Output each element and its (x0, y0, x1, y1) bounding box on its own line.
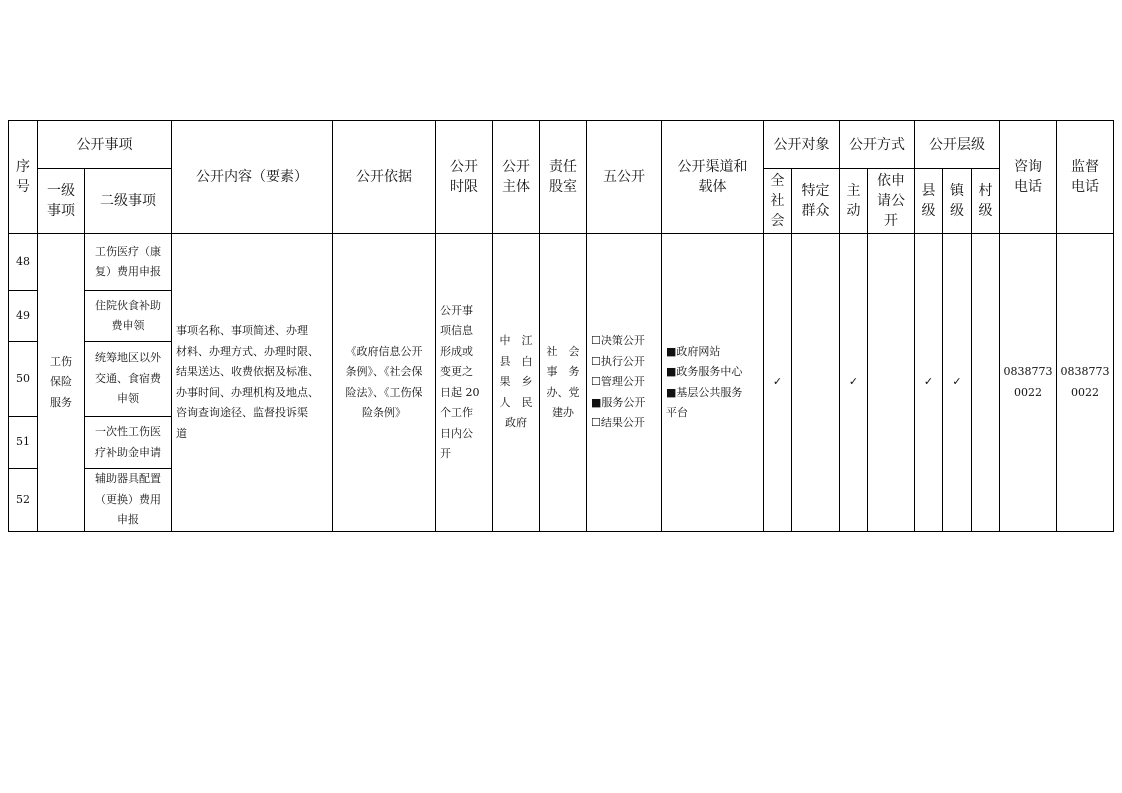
header-layer-town: 镇 级 (943, 169, 972, 234)
disclosure-content: 事项名称、事项简述、办理 材料、办理方式、办理时限、 结果送达、收费依据及标准、 办事时间、办理机构及地点、 咨询查询途径、监督投诉渠 道 (172, 234, 333, 532)
row-number: 52 (9, 469, 38, 532)
header-office: 责任 股室 (540, 121, 587, 234)
time-limit: 公开事 项信息 形成或 变更之 日起 20 个工作 日内公 开 (436, 234, 493, 532)
audience-all-check: ✓ (764, 234, 792, 532)
header-level1: 一级 事项 (38, 169, 85, 234)
header-supervise-phone: 监督 电话 (1057, 121, 1114, 234)
row-number: 51 (9, 417, 38, 469)
disclosure-table (8, 120, 1114, 532)
header-content: 公开内容（要素） (172, 121, 333, 234)
disclosure-channels: ■政府网站 ■政务服务中心 ■基层公共服务 平台 (662, 234, 764, 532)
header-layer-county: 县 级 (915, 169, 943, 234)
header-time-limit: 公开 时限 (436, 121, 493, 234)
supervise-phone: 0838773 0022 (1057, 234, 1114, 532)
disclosure-subject: 中 江 县 白 果 乡 人 民 政府 (493, 234, 540, 532)
header-subject: 公开 主体 (493, 121, 540, 234)
layer-village-check (972, 234, 1000, 532)
header-audience: 公开对象 (764, 121, 840, 169)
level2-item: 统筹地区以外 交通、食宿费 申领 (85, 342, 172, 417)
header-method-active: 主 动 (840, 169, 868, 234)
disclosure-basis: 《政府信息公开 条例》、《社会保 险法》、《工伤保 险条例》 (333, 234, 436, 532)
header-level2: 二级事项 (85, 169, 172, 234)
header-layer-village: 村 级 (972, 169, 1000, 234)
row-number: 50 (9, 342, 38, 417)
five-public-options: ☐决策公开 ☐执行公开 ☐管理公开 ■服务公开 ☐结果公开 (587, 234, 662, 532)
level2-item: 住院伙食补助 费申领 (85, 291, 172, 342)
row-number: 49 (9, 291, 38, 342)
consult-phone: 0838773 0022 (1000, 234, 1057, 532)
method-active-check: ✓ (840, 234, 868, 532)
header-method: 公开方式 (840, 121, 915, 169)
header-method-request: 依申 请公 开 (868, 169, 915, 234)
header-five-public: 五公开 (587, 121, 662, 234)
method-request-check (868, 234, 915, 532)
header-layer: 公开层级 (915, 121, 1000, 169)
header-consult-phone: 咨询 电话 (1000, 121, 1057, 234)
level2-item: 辅助器具配置 （更换）费用 申报 (85, 469, 172, 532)
level2-item: 工伤医疗（康 复）费用申报 (85, 234, 172, 291)
layer-town-check: ✓ (943, 234, 972, 532)
level1-item: 工伤 保险 服务 (38, 234, 85, 532)
responsible-office: 社 会 事 务 办、党 建办 (540, 234, 587, 532)
level2-item: 一次性工伤医 疗补助金申请 (85, 417, 172, 469)
audience-specific-check (792, 234, 840, 532)
header-basis: 公开依据 (333, 121, 436, 234)
header-audience-specific: 特定 群众 (792, 169, 840, 234)
layer-county-check: ✓ (915, 234, 943, 532)
header-seq: 序 号 (9, 121, 38, 234)
header-public-item: 公开事项 (38, 121, 172, 169)
header-channel: 公开渠道和 载体 (662, 121, 764, 234)
header-audience-all: 全 社 会 (764, 169, 792, 234)
row-number: 48 (9, 234, 38, 291)
